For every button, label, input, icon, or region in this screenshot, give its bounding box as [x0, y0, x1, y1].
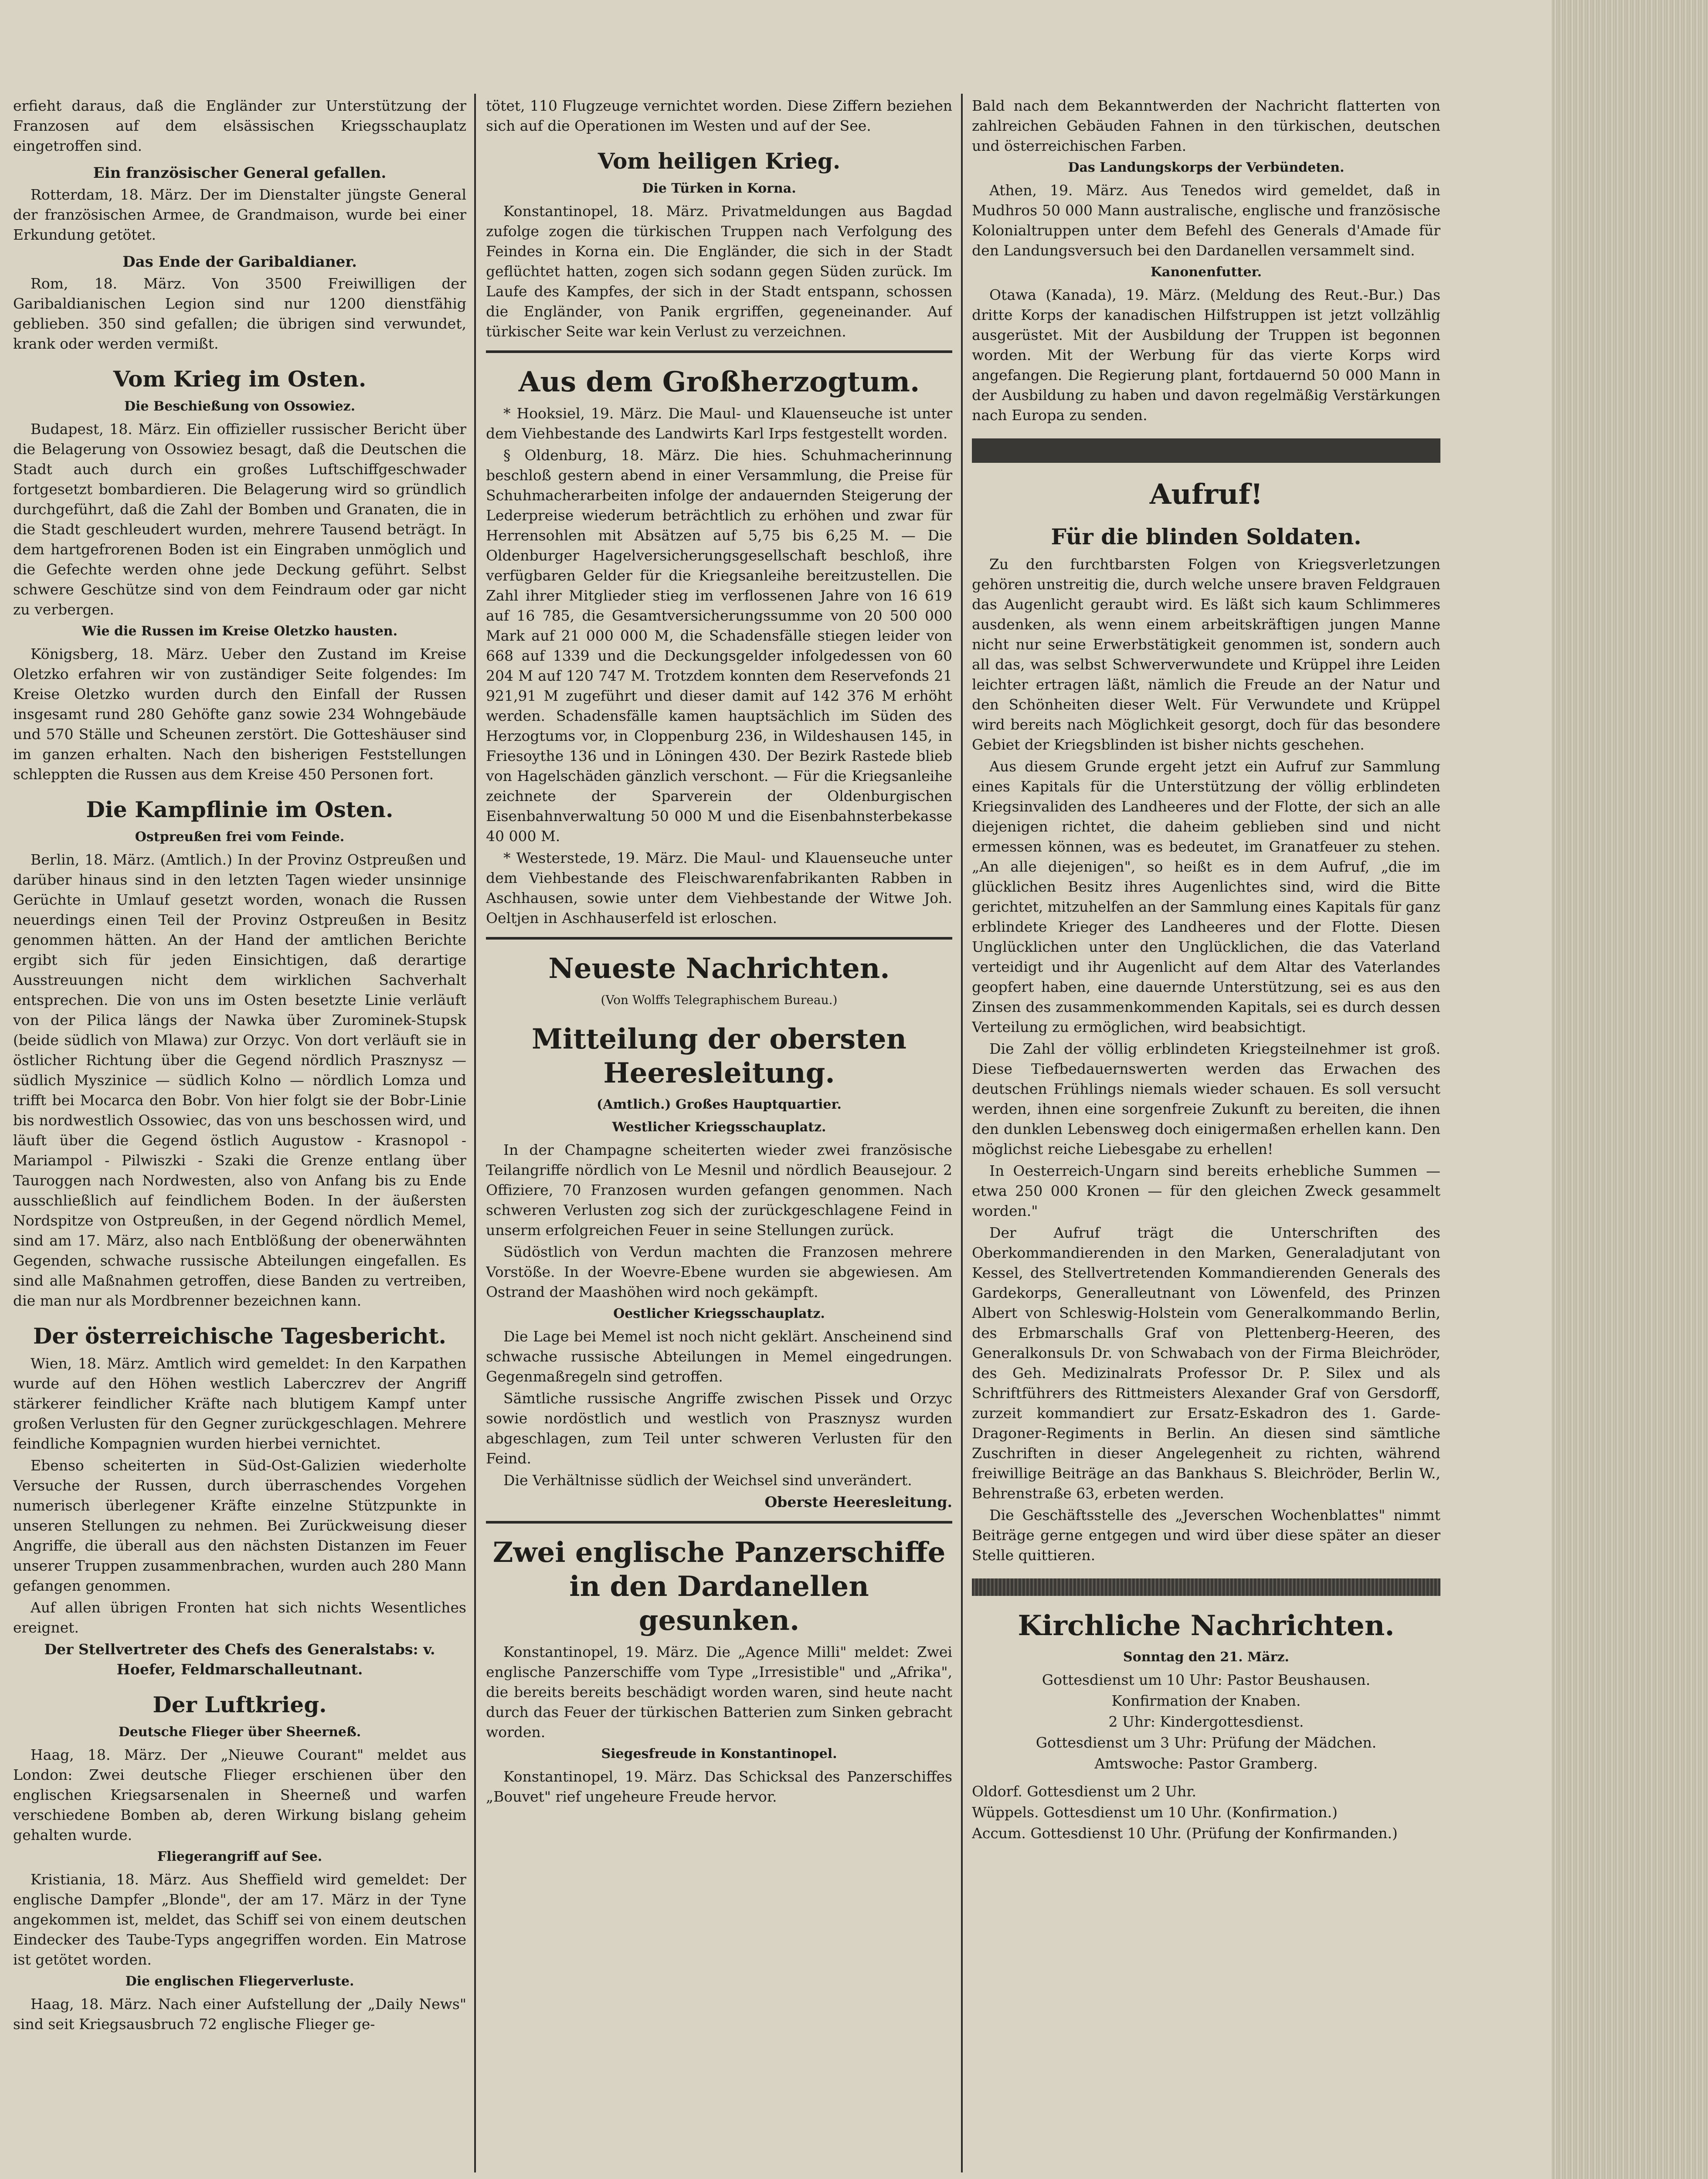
section-heading: Der österreichische Tagesbericht.: [33, 1323, 446, 1349]
article-subheading: Westlicher Kriegsschauplatz.: [612, 1120, 826, 1135]
article-subheading: Fliegerangriff auf See.: [157, 1849, 323, 1864]
book-page-edges: [1552, 0, 1708, 2179]
article-text: Rom, 18. März. Von 3500 Freiwilligen der Garibaldianischen Legion sind nur 1200 dienstfähig geblieben. 350 sind gefallen; die übrigen sind verwundet, krank oder werden vermißt.: [13, 275, 466, 352]
article-text: Zu den furchtbarsten Folgen von Kriegsverletzungen gehören unstreitig die, durch welche unsere braven Feldgrauen das Augenlicht geraubt wird. Es läßt sich kaum Schlimmeres ausdenken, als wenn einem arbeitskräftigen jungen Manne nicht nur seine Erwerbstätigkeit genommen ist, sondern auch all das, was selbst Schwerverwundete und Krüppel ihre Leiden leichter ertragen läßt, nämlich die Freude an der Natur und den Schönheiten dieser Welt. Für Verwundete und Krüppel wird bereits nach Möglichkeit gesorgt, doch für das besondere Gebiet der Kriegsblinden ist bisher nichts geschehen.: [972, 556, 1440, 753]
section-heading: Die Kampflinie im Osten.: [86, 797, 394, 822]
section-heading: Aus dem Großherzogtum.: [518, 366, 920, 398]
section-heading: Kirchliche Nachrichten.: [1018, 1609, 1395, 1642]
article-text: tötet, 110 Flugzeuge vernichtet worden. Diese Ziffern beziehen sich auf die Operationen im Westen und auf der See.: [486, 97, 952, 134]
church-line: Gottesdienst um 3 Uhr: Prüfung der Mädchen.: [1036, 1734, 1377, 1751]
section-heading: Zwei englische Panzerschiffe in den Dardanellen gesunken.: [492, 1536, 946, 1637]
article-subheading: Die Türken in Korna.: [642, 181, 796, 196]
article-text: Wien, 18. März. Amtlich wird gemeldet: In den Karpathen wurde auf den Höhen westlich Laberczrev der Angriff stärkerer feindlicher Kräfte nach blutigem Kampf unter großen Verlusten für den Gegner zurückgeschlagen. Mehrere feindliche Kompagnien wurden hierbei vernichtet.: [13, 1355, 466, 1452]
article-text: Sämtliche russische Angriffe zwischen Pissek und Orzyc sowie nordöstlich und westlich von Prasznysz wurden abgeschlagen, zum Teil unter schweren Verlusten für den Feind.: [486, 1390, 952, 1467]
article-subheading: Deutsche Flieger über Sheerneß.: [118, 1724, 361, 1740]
church-line: Accum. Gottesdienst 10 Uhr. (Prüfung der Konfirmanden.): [972, 1825, 1398, 1842]
article-text: Aus diesem Grunde ergeht jetzt ein Aufruf zur Sammlung eines Kapitals für die Unterstützung der völlig erblindeten Kriegsinvaliden des Landheeres und der Flotte, der sich an alle diejenigen richtet, die daheim geblieben sind und nicht ermessen können, was es bedeutet, im Granatfeuer zu stehen. „An alle diejenigen", so heißt es in dem Aufruf, „die im glücklichen Besitz ihres Augenlichtes sind, wird die Bitte gerichtet, mitzuhelfen an der Sammlung eines Kapitals für ganz erblindete Krieger des Landheeres und der Flotte. Diesen Unglücklichen unter den Unglücklichen, die das Vaterland verteidigt und ihr Augenlicht auf dem Altar des Vaterlandes geopfert haben, eine dauernde Unterstützung, sei es aus den Zinsen des zusammenkommenden Kapitals, sei es durch dessen Verteilung zu ermöglichen, wird beabsichtigt.: [972, 758, 1440, 1035]
article-text: Athen, 19. März. Aus Tenedos wird gemeldet, daß in Mudhros 50 000 Mann australische, englische und französische Kolonialtruppen unter dem Befehl des Generals d'Amade für den Landungsversuch bei den Dardanellen versammelt sind.: [972, 182, 1440, 259]
column-rule: [961, 94, 963, 2172]
section-heading: Vom heiligen Krieg.: [598, 148, 841, 174]
section-heading: Der Luftkrieg.: [153, 1692, 327, 1717]
section-heading: Vom Krieg im Osten.: [113, 366, 367, 392]
church-line: Oldorf. Gottesdienst um 2 Uhr.: [972, 1783, 1196, 1800]
section-heading: Mitteilung der obersten Heeresleitung.: [532, 1023, 907, 1090]
divider-band: [972, 1578, 1440, 1596]
divider: [486, 937, 952, 940]
divider-band: [972, 438, 1440, 463]
article-text: § Oldenburg, 18. März. Die hies. Schuhmacherinnung beschloß gestern abend in einer Versammlung, die Preise für Schuhmacherarbeiten infolge der andauernden Steigerung der Lederpreise wiederum beträchtlich zu erhöhen und zwar für Herrensohlen mit Absätzen auf 5,75 bis 6,25 M. — Die Oldenburger Hagelversicherungsgesellschaft beschloß, ihre verfügbaren Gelder für die Kriegsanleihe bereitzustellen. Die Zahl ihrer Mitglieder stieg im verflossenen Jahre von 16 619 auf 16 785, die Gesamtversicherungssumme von 20 500 000 Mark auf 21 000 000 M, die Schadensfälle stiegen leider von 668 auf 1339 und die Deckungsgelder infolgedessen von 60 204 M auf 120 747 M. Trotzdem konnten dem Reservefonds 21 921,91 M zugeführt und dieser damit auf 142 376 M erhöht werden. Schadensfälle kamen hauptsächlich im Süden des Herzogtums vor, in Cloppenburg 236, in Wildeshausen 145, in Friesoythe 136 und in Löningen 430. Der Bezirk Rastede blieb von Hagelschäden gänzlich verschont. — Für die Kriegsanleihe zeichnete der Sparverein der Oldenburgischen Eisenbahnverwaltung 50 000 M und die Eisenbahnsterbekasse 40 000 M.: [486, 447, 952, 845]
divider: [486, 350, 952, 353]
column-rule: [474, 94, 476, 2172]
article-text: In Oesterreich-Ungarn sind bereits erhebliche Summen — etwa 250 000 Kronen — für den gleichen Zweck gesammelt worden.": [972, 1162, 1440, 1219]
article-text: Ebenso scheiterten in Süd-Ost-Galizien wiederholte Versuche der Russen, durch überraschendes Vorgehen numerisch überlegener Kräfte einzelne Stützpunkte in unseren Stellungen zu nehmen. Bei Zurückweisung dieser Angriffe, die überall aus den nächsten Distanzen im Feuer unserer Truppen zusammenbrachen, wurden auch 280 Mann gefangen genommen.: [13, 1457, 466, 1594]
article-text: Kristiania, 18. März. Aus Sheffield wird gemeldet: Der englische Dampfer „Blonde", der am 17. März in der Tyne angekommen ist, meldet, das Schiff sei von einem deutschen Eindecker des Taube-Typs angegriffen worden. Ein Matrose ist getötet worden.: [13, 1871, 466, 1968]
article-text: Konstantinopel, 18. März. Privatmeldungen aus Bagdad zufolge zogen die türkischen Truppen nach Verfolgung des Feindes in Korna ein. Die Engländer, die sich in der Stadt geflüchtet hatten, zogen sich sodann gegen Süden zurück. Im Laufe des Kampfes, der sich in der Stadt entspann, schossen die Engländer, von Panik ergriffen, gegeneinander. Auf türkischer Seite war kein Verlust zu verzeichnen.: [486, 203, 952, 340]
article-text: Die Zahl der völlig erblindeten Kriegsteilnehmer ist groß. Diese Tiefbedauernswerten werden das Erwachen des deutschen Frühlings niemals wieder schauen. Es soll versucht werden, ihnen eine sorgenfreie Zukunft zu bereiten, die ihnen den dunklen Lebensweg doch einigermaßen erhellen kann. Den möglichst reiche Liebesgabe zu erhellen!: [972, 1040, 1440, 1157]
article-text: Der Aufruf trägt die Unterschriften des Oberkommandierenden in den Marken, Generaladjutant von Kessel, des Stellvertretenden Kommandierenden Generals des Gardekorps, Generalleutnant von Löwenfeld, des Prinzen Albert von Schleswig-Holstein vom Generalkommando Berlin, des Erbmarschalls Graf von Plettenberg-Heeren, des Generalkonsuls Dr. von Schwabach von der Firma Bleichröder, des Geh. Medizinalrats Professor Dr. P. Silex und als Schriftführers des Rittmeisters Alexander Graf von Gersdorff, zurzeit kommandiert zur Ersatz-Eskadron des 1. Garde-Dragoner-Regiments in Berlin. An diesen sind sämtliche Zuschriften in dieser Angelegenheit zu richten, während freiwillige Beiträge an das Bankhaus S. Bleichröder, Berlin W., Behrenstraße 63, erbeten werden.: [972, 1224, 1440, 1502]
church-line: Gottesdienst um 10 Uhr: Pastor Beushausen.: [1042, 1671, 1371, 1688]
article-subheading: Ostpreußen frei vom Feinde.: [135, 829, 345, 845]
article-text: Konstantinopel, 19. März. Das Schicksal des Panzerschiffes „Bouvet" rief ungeheure Freude hervor.: [486, 1768, 952, 1805]
article-subheading: Kanonenfutter.: [1150, 265, 1262, 280]
article-subheading: (Amtlich.) Großes Hauptquartier.: [597, 1097, 842, 1112]
article-text: Die Verhältnisse südlich der Weichsel sind unverändert.: [503, 1472, 912, 1489]
article-subheading: (Von Wolffs Telegraphischem Bureau.): [601, 993, 838, 1007]
divider: [486, 1521, 952, 1524]
signature: Der Stellvertreter des Chefs des Generalstabs: v. Hoefer, Feldmarschalleutnant.: [44, 1641, 435, 1678]
church-line: Amtswoche: Pastor Gramberg.: [1094, 1755, 1318, 1772]
article-text: Die Geschäftsstelle des „Jeverschen Wochenblattes" nimmt Beiträge gerne entgegen und wird über diese später an dieser Stelle quittieren.: [972, 1507, 1440, 1564]
church-line: Konfirmation der Knaben.: [1111, 1692, 1301, 1709]
article-text: Otawa (Kanada), 19. März. (Meldung des Reut.-Bur.) Das dritte Korps der kanadischen Hilfstruppen ist jetzt vollzählig ausgerüstet. Mit der Ausbildung der Truppen ist begonnen worden. Mit der Werbung für das vierte Korps wird angefangen. Die Regierung plant, fortdauernd 50 000 Mann in der Ausbildung zu haben und davon regelmäßig Verstärkungen nach Europa zu senden.: [972, 286, 1440, 424]
article-text: Königsberg, 18. März. Ueber den Zustand im Kreise Oletzko erfahren wir von zuständiger Seite folgendes: Im Kreise Oletzko wurden durch den Einfall der Russen insgesamt rund 280 Gehöfte ganz sowie 234 Wohngebäude und 570 Ställe und Scheunen zerstört. Die Gotteshäuser sind im ganzen erhalten. Nach den bisherigen Feststellungen schleppten die Russen aus dem Kreise 450 Personen fort.: [13, 645, 466, 783]
article-text: Auf allen übrigen Fronten hat sich nichts Wesentliches ereignet.: [13, 1599, 466, 1636]
article-subheading: Siegesfreude in Konstantinopel.: [601, 1746, 837, 1762]
article-subheading: Oestlicher Kriegsschauplatz.: [613, 1306, 825, 1321]
article-subheading: Die Beschießung von Ossowiez.: [124, 399, 356, 414]
section-heading: Neueste Nachrichten.: [548, 952, 890, 985]
article-text: Haag, 18. März. Nach einer Aufstellung der „Daily News" sind seit Kriegsausbruch 72 englische Flieger ge-: [13, 1996, 466, 2033]
article-heading: Ein französischer General gefallen.: [93, 164, 387, 182]
section-heading: Für die blinden Soldaten.: [1051, 524, 1362, 550]
article-text: Konstantinopel, 19. März. Die „Agence Milli" meldet: Zwei englische Panzerschiffe vom Type „Irresistible" und „Afrika", die bereits bereits beschädigt worden waren, sind heute nacht durch das Feuer der türkischen Batterien zum Sinken gebracht worden.: [486, 1643, 952, 1741]
signature: Oberste Heeresleitung.: [764, 1493, 952, 1510]
article-text: In der Champagne scheiterten wieder zwei französische Teilangriffe nördlich von Le Mesnil und nördlich Beausejour. 2 Offiziere, 70 Franzosen wurden gefangen genommen. Nach schweren Verlusten zog sich der zurückgeschlagene Feind in unserm erfolgreichen Feuer in seine Stellungen zurück.: [486, 1141, 952, 1239]
article-subheading: Wie die Russen im Kreise Oletzko hausten.: [81, 624, 398, 639]
church-date: Sonntag den 21. März.: [1123, 1650, 1289, 1665]
article-text: Rotterdam, 18. März. Der im Dienstalter jüngste General der französischen Armee, de Grandmaison, wurde bei einer Erkundung getötet.: [13, 186, 466, 243]
church-line: 2 Uhr: Kindergottesdienst.: [1108, 1713, 1304, 1730]
article-heading: Das Ende der Garibaldianer.: [122, 253, 357, 271]
section-heading: Aufruf!: [1149, 478, 1263, 511]
article-text: Haag, 18. März. Der „Nieuwe Courant" meldet aus London: Zwei deutsche Flieger erschienen über den englischen Kriegsarsenalen in Sheerneß und warfen verschiedene Bomben ab, deren Wirkung bislang geheim gehalten wurde.: [13, 1746, 466, 1843]
article-text: Südöstlich von Verdun machten die Franzosen mehrere Vorstöße. In der Woevre-Ebene wurden sie abgewiesen. Am Ostrand der Maashöhen wird noch gekämpft.: [486, 1243, 952, 1300]
article-text: * Hooksiel, 19. März. Die Maul- und Klauenseuche ist unter dem Viehbestande des Landwirts Karl Irps festgestellt worden.: [486, 405, 952, 442]
article-subheading: Die englischen Fliegerverluste.: [125, 1974, 354, 1989]
article-text: * Westerstede, 19. März. Die Maul- und Klauenseuche unter dem Viehbestande des Fleischwarenfabrikanten Rabben in Aschhausen, sowie unter dem Viehbestande der Witwe Joh. Oeltjen in Aschhauserfeld ist erloschen.: [486, 849, 952, 927]
column-2: [486, 96, 952, 2170]
article-text: Berlin, 18. März. (Amtlich.) In der Provinz Ostpreußen und darüber hinaus sind in den letzten Tagen wieder unsinnige Gerüchte in Umlauf gesetzt worden, wonach die Russen neuerdings einen Teil der Provinz Ostpreußen in Besitz genommen hätten. An der Hand der amtlichen Berichte ergibt sich für jeden Einsichtigen, daß derartige Ausstreuungen nicht dem wirklichen Sachverhalt entsprechen. Die von uns im Osten besetzte Linie verläuft von der Pilica längs der Nawka über Zurominek-Stupsk (beide südlich von Mlawa) zur Orzyc. Von dort verläuft sie in östlicher Richtung über die Gegend nördlich Prasznysz — südlich Myszinice — südlich Kolno — nördlich Lomza und trifft bei Mocarca den Bobr. Von hier folgt sie der Bobr-Linie bis nordwestlich Ossowiec, das von uns beschossen wird, und läuft über die Gegend östlich Augustow - Krasnopol - Mariampol - Pilwiszki - Szaki die Grenze entlang über Tauroggen nach Nordwesten, also von Anfang bis zu Ende ausschließlich auf feindlichem Boden. In der äußersten Nordspitze von Ostpreußen, in der Gegend nördlich Memel, sind am 17. März, also nach Entblößung der obenerwähnten Gegenden, schwache russische Abteilungen eingefallen. Es sind alle Maßnahmen getroffen, diese Banden zu vertreiben, die man nur als Mordbrenner bezeichnen kann.: [13, 851, 466, 1309]
article-text: erfieht daraus, daß die Engländer zur Unterstützung der Franzosen auf dem elsässischen Kriegsschauplatz eingetroffen sind.: [13, 97, 466, 154]
article-text: Die Lage bei Memel ist noch nicht geklärt. Anscheinend sind schwache russische Abteilungen in Memel eingedrungen. Gegenmaßregeln sind getroffen.: [486, 1328, 952, 1385]
column-3: [972, 96, 1440, 2170]
article-text: Bald nach dem Bekanntwerden der Nachricht flatterten von zahlreichen Gebäuden Fahnen in den türkischen, deutschen und österreichischen Farben.: [972, 97, 1440, 154]
article-text: Budapest, 18. März. Ein offizieller russischer Bericht über die Belagerung von Ossowiez besagt, daß die Deutschen die Stadt auch durch ein großes Luftschiffgeschwader fortgesetzt bombardieren. Die Belagerung wird so gründlich durchgeführt, daß die Zahl der Bomben und Granaten, die in die Stadt geschleudert wurden, mehrere Tausend beträgt. In dem hartgefrorenen Boden ist ein Eingraben unmöglich und die Gefechte werden ohne jede Deckung geführt. Selbst schwere Geschütze sind von dem Feindraum oder gar nicht zu verbergen.: [13, 421, 466, 618]
column-1: [13, 96, 466, 2170]
church-line: Wüppels. Gottesdienst um 10 Uhr. (Konfirmation.): [972, 1804, 1338, 1821]
article-subheading: Das Landungskorps der Verbündeten.: [1068, 160, 1345, 175]
